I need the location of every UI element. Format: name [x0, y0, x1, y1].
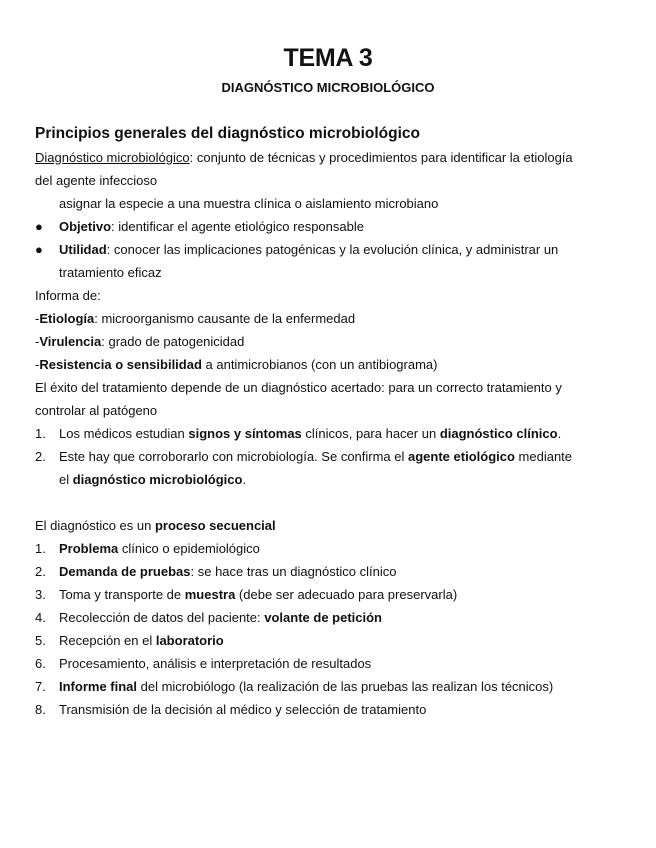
spacer: [35, 491, 635, 514]
item-text: Procesamiento, análisis e interpretación de resultados: [59, 656, 372, 671]
item-number: 7.: [35, 679, 46, 694]
item-bold: muestra: [184, 587, 236, 602]
bullet-cont: tratamiento eficaz: [59, 265, 162, 280]
definition-term: Diagnóstico microbiológico: [35, 150, 190, 165]
inform-text: : microorganismo causante de la enfermedad: [94, 311, 356, 326]
inform-prefix: -: [35, 334, 40, 349]
process-step: [35, 698, 635, 721]
item-number: 2.: [35, 564, 46, 579]
page-subtitle: DIAGNÓSTICO MICROBIOLÓGICO: [221, 80, 435, 95]
inform-item-virulencia: [35, 330, 635, 353]
inform-prefix: -: [35, 357, 40, 372]
item-bold: signos y síntomas: [188, 426, 302, 441]
item-text: Este hay que corroborarlo con microbiología. Se confirma el: [59, 449, 409, 464]
bullet-bold: Objetivo: [59, 219, 112, 234]
item-number: 8.: [35, 702, 46, 717]
item-bold: Problema: [59, 541, 119, 556]
proceso-bold: proceso secuencial: [154, 518, 276, 533]
page-title: TEMA 3: [283, 44, 373, 72]
process-step: [35, 675, 635, 698]
informa-label: Informa de:: [35, 288, 101, 303]
item-bold: diagnóstico clínico: [439, 426, 558, 441]
indented-line: asignar la especie a una muestra clínica o aislamiento microbiano: [59, 196, 439, 211]
bullet-marker: ●: [35, 242, 43, 257]
item-text: Transmisión de la decisión al médico y selección de tratamiento: [59, 702, 427, 717]
item-number: 1.: [35, 541, 46, 556]
inform-bold: Virulencia: [39, 334, 102, 349]
item-bold: diagnóstico microbiológico: [72, 472, 243, 487]
bullet-bold: Utilidad: [59, 242, 107, 257]
inform-item-etiologia: [35, 307, 635, 330]
item-text: Recepción en el: [59, 633, 156, 648]
item-text: Toma y transporte de: [59, 587, 185, 602]
numbered-item-cont: [35, 468, 635, 491]
inform-text: a antimicrobianos (con un antibiograma): [201, 357, 438, 372]
item-text: Los médicos estudian: [59, 426, 189, 441]
item-text: Recolección de datos del paciente:: [59, 610, 265, 625]
item-text: .: [557, 426, 562, 441]
inform-item-resistencia: [35, 353, 635, 376]
inform-prefix: -: [35, 311, 40, 326]
item-number: 6.: [35, 656, 46, 671]
item-bold: Informe final: [59, 679, 138, 694]
process-step: [35, 583, 635, 606]
process-step: [35, 606, 635, 629]
exito-cont: controlar al patógeno: [35, 403, 158, 418]
item-text: : se hace tras un diagnóstico clínico: [190, 564, 397, 579]
exito-line: El éxito del tratamiento depende de un diagnóstico acertado: para un correcto tratamiento y: [35, 380, 562, 395]
item-number: 5.: [35, 633, 46, 648]
item-bold: agente etiológico: [408, 449, 515, 464]
item-text: clínicos, para hacer un: [301, 426, 440, 441]
process-step: [35, 629, 635, 652]
item-number: 1.: [35, 426, 46, 441]
process-step: [35, 560, 635, 583]
numbered-item: [35, 422, 635, 445]
item-bold: Demanda de pruebas: [59, 564, 191, 579]
item-bold: laboratorio: [155, 633, 224, 648]
document-body: [35, 122, 635, 721]
inform-bold: Resistencia o sensibilidad: [39, 357, 202, 372]
definition-cont: del agente infeccioso: [35, 173, 158, 188]
bullet-marker: ●: [35, 219, 43, 234]
bullet-text: : conocer las implicaciones patogénicas y la evolución clínica, y administrar un: [106, 242, 559, 257]
item-text: el: [59, 472, 73, 487]
item-text: mediante: [514, 449, 573, 464]
section-heading: Principios generales del diagnóstico microbiológico: [35, 125, 420, 142]
item-number: 3.: [35, 587, 46, 602]
bullet-item-objetivo: [35, 215, 635, 238]
item-text: clínico o epidemiológico: [118, 541, 260, 556]
inform-bold: Etiología: [39, 311, 95, 326]
item-number: 4.: [35, 610, 46, 625]
item-text: (debe ser adecuado para preservarla): [235, 587, 458, 602]
proceso-line: [35, 514, 635, 537]
bullet-item-utilidad: [35, 238, 635, 261]
definition-text: : conjunto de técnicas y procedimientos para identificar la etiología: [189, 150, 573, 165]
item-text: del microbiólogo (la realización de las pruebas las realizan los técnicos): [137, 679, 554, 694]
item-number: 2.: [35, 449, 46, 464]
item-bold: volante de petición: [264, 610, 382, 625]
numbered-item: [35, 445, 635, 468]
inform-text: : grado de patogenicidad: [101, 334, 245, 349]
proceso-text: El diagnóstico es un: [35, 518, 155, 533]
process-step: [35, 537, 635, 560]
bullet-text: : identificar el agente etiológico responsable: [111, 219, 364, 234]
item-text: .: [242, 472, 247, 487]
process-step: [35, 652, 635, 675]
definition-line: [35, 146, 635, 169]
